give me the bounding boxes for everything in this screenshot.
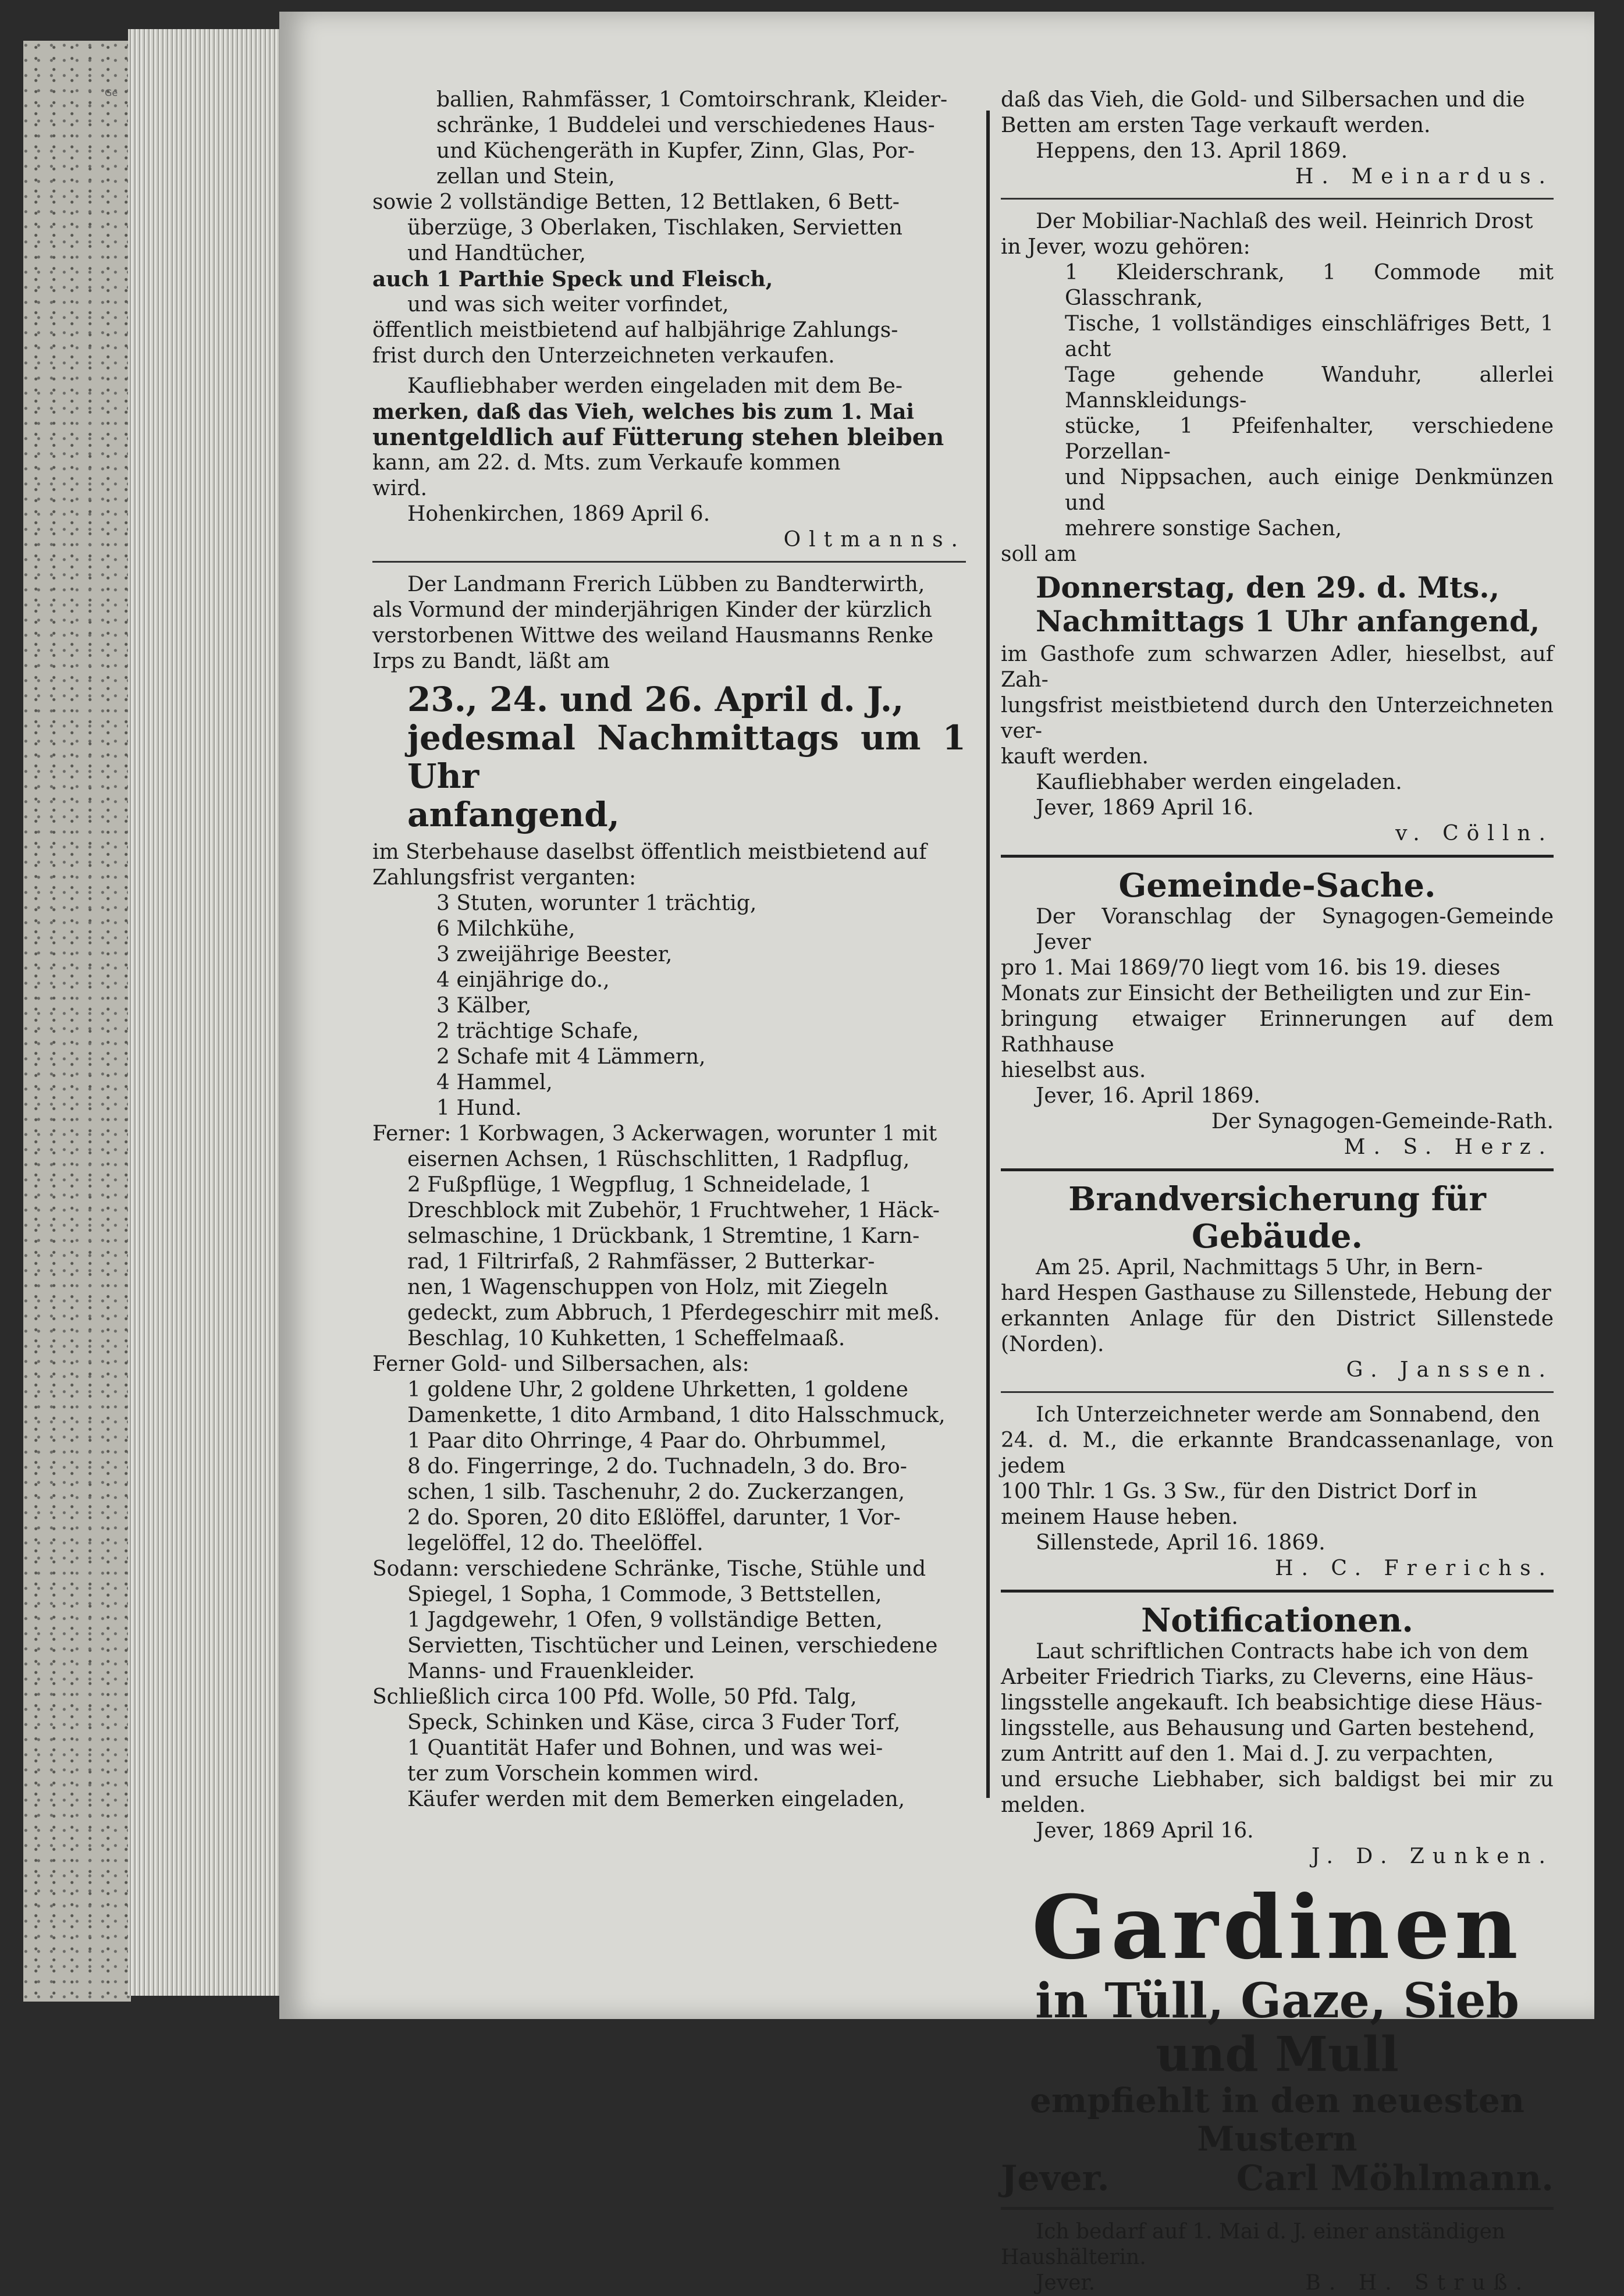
text-line: 1 Quantität Hafer und Bohnen, und was wei- [407,1736,883,1760]
intro-block [372,572,966,674]
text-line: kann, am 22. d. Mts. zum Verkaufe kommen [372,451,841,475]
text-line: und Nippsachen, auch einige Denkmünzen und [1065,465,1554,515]
text-line: stücke, 1 Pfeifenhalter, verschiedene Porzellan- [1065,414,1554,464]
text-line: und ersuche Liebhaber, sich baldigst bei mir zu melden. [1001,1768,1554,1817]
list-item: 6 Milchkühe, [436,917,575,941]
text-line: 2 do. Sporen, 20 dito Eßlöffel, darunter, 1 Vor- [407,1506,901,1530]
place-date: Jever. [1036,2271,1096,2295]
text-line: als Vormund der minderjährigen Kinder der kürzlich [372,598,932,622]
items-block-1 [372,87,966,190]
text-line: Manns- und Frauenkleider. [407,1659,695,1683]
text-line: lingsstelle, aus Behausung und Garten bestehend, [1001,1716,1536,1740]
text-line: Der Landmann Frerich Lübben zu Bandterwirth, [407,573,925,596]
place-date: Hohenkirchen, 1869 April 6. [407,502,710,526]
text-line: Monats zur Einsicht der Betheiligten und zur Ein- [1001,982,1531,1005]
text-line: Haushälterin. [1001,2245,1146,2269]
text-line: Kaufliebhaber werden eingeladen mit dem Be- [407,374,903,398]
text-line: Servietten, Tischtücher und Leinen, verschiedene [407,1634,938,1658]
text-line: 1 Kleiderschrank, 1 Commode mit Glasschrank, [1065,261,1554,310]
schluss-block [372,1684,966,1812]
place-date: Jever, 16. April 1869. [1036,1084,1260,1108]
list-item: 1 Hund. [436,1096,522,1120]
advert-footer [1001,2158,1554,2199]
text-line: im Gasthofe zum schwarzen Adler, hieselbst, auf Zah- [1001,642,1554,692]
items-block-2 [372,190,966,266]
text-line: Ich bedarf auf 1. Mai d. J. einer anständigen [1036,2220,1506,2244]
text-line: Laut schriftlichen Contracts habe ich von dem [1036,1640,1529,1664]
text-line: und Küchengeräth in Kupfer, Zinn, Glas, Por- [436,139,915,163]
text-line: sowie 2 vollständige Betten, 12 Bettlaken, 6 Bett- [372,190,900,214]
text-line: Ich Unterzeichneter werde am Sonnabend, den [1036,1403,1540,1427]
text-line: überzüge, 3 Oberlaken, Tischlaken, Servietten [407,216,902,240]
section-heading-gemeinde: Gemeinde-Sache. [1118,866,1436,905]
signature: Der Synagogen-Gemeinde-Rath. [1211,1110,1554,1133]
text-line: zellan und Stein, [436,165,615,189]
text-line: im Sterbehause daselbst öffentlich meistbietend auf [372,840,927,864]
text-line: hard Hespen Gasthause zu Sillenstede, Hebung der [1001,1281,1551,1305]
text-line: hieselbst aus. [1001,1058,1146,1082]
animal-list [372,891,966,1121]
text-line: Käufer werden mit dem Bemerken eingeladen, [407,1787,905,1811]
text-line: 1 goldene Uhr, 2 goldene Uhrketten, 1 goldene [407,1378,908,1402]
ferner-block-1 [372,1121,966,1352]
list-item: 3 zweijährige Beester, [436,943,673,966]
advert-title: Gardinen [1032,1876,1523,1979]
column-divider [986,111,990,1798]
text-line: und Handtücher, [407,241,586,265]
ferner-block-2 [372,1352,966,1556]
text-line: 100 Thlr. 1 Gs. 3 Sw., für den District Dorf in [1001,1480,1477,1504]
text-line: erkannten Anlage für den District Sillenstede (Norden). [1001,1307,1554,1356]
text-line: Tage gehende Wanduhr, allerlei Mannskleidungs- [1065,363,1554,413]
text-line: legelöffel, 12 do. Theelöffel. [407,1531,703,1555]
section-rule [372,561,966,563]
right-column [1001,87,1554,2296]
text-line: meinem Hause heben. [1001,1505,1238,1529]
text-line: Kaufliebhaber werden eingeladen. [1036,770,1402,794]
text-line: soll am [1001,542,1077,566]
signature: v. Cölln. [1395,822,1554,845]
signature: B. H. Struß. [1305,2271,1530,2295]
signature: G. Janssen. [1346,1358,1554,1382]
text-line: lingsstelle angekauft. Ich beabsichtige diese Häus- [1001,1691,1543,1715]
text-line: merken, daß das Vieh, welches bis zum 1. Mai [372,400,915,424]
place-date: Sillenstede, April 16. 1869. [1036,1531,1326,1555]
advert-subtitle: in Tüll, Gaze, Sieb und Mull [1035,1973,1519,2082]
text-line: Dreschblock mit Zubehör, 1 Fruchtweher, 1 Häck- [407,1199,940,1222]
list-item: 4 Hammel, [436,1071,553,1094]
signature: Oltmanns. [783,528,966,552]
text-line: öffentlich meistbietend auf halbjährige Zahlungs- [372,318,898,342]
text-line: 1 Paar dito Ohrringe, 4 Paar do. Ohrbummel, [407,1429,887,1453]
items-block-3 [372,266,966,369]
place-date: Jever, 1869 April 16. [1036,796,1254,820]
text-line: Am 25. April, Nachmittags 5 Uhr, in Bern- [1036,1256,1483,1279]
heading-line: 23., 24. und 26. April d. J., [407,680,904,719]
heading-line: Donnerstag, den 29. d. Mts., [1036,570,1500,605]
section-rule [1001,855,1554,858]
text-line: ballien, Rahmfässer, 1 Comtoirschrank, Kleider- [436,88,948,112]
section-rule [1001,1168,1554,1171]
text-line: lungsfrist meistbietend durch den Unterzeichneten ver- [1001,694,1554,743]
text-line: mehrere sonstige Sachen, [1065,517,1342,541]
text-line: 24. d. M., die erkannte Brandcassenanlage, von jedem [1001,1428,1554,1478]
list-item: 4 einjährige do., [436,968,610,992]
advert-line: empfiehlt in den neuesten Mustern [1030,2081,1525,2159]
text-line: Schließlich circa 100 Pfd. Wolle, 50 Pfd. Talg, [372,1685,857,1709]
text-line: Spiegel, 1 Sopha, 1 Commode, 3 Bettstellen, [407,1583,882,1607]
text-line: 8 do. Fingerringe, 2 do. Tuchnadeln, 3 do. Bro- [407,1455,907,1478]
text-line: schränke, 1 Buddelei und verschiedenes Haus- [436,113,935,137]
text-line: schen, 1 silb. Taschenuhr, 2 do. Zuckerzangen, [407,1480,905,1504]
text-line: in Jever, wozu gehören: [1001,235,1250,259]
page-edges [128,29,285,1996]
text-line: und was sich weiter vorfindet, [407,293,729,317]
text-line: 1 Jagdgewehr, 1 Ofen, 9 vollständige Betten, [407,1608,883,1632]
text-line: 2 Fußpflüge, 1 Wegpflug, 1 Schneidelade, 1 [407,1173,872,1197]
text-line: eisernen Achsen, 1 Rüschschlitten, 1 Radpflug, [407,1147,910,1171]
section-heading-brand: Brandversicherung für Gebäude. [1068,1180,1486,1256]
list-item: 2 trächtige Schafe, [436,1019,639,1043]
newspaper-page [279,12,1594,2295]
text-line: Beschlag, 10 Kuhketten, 1 Scheffelmaaß. [407,1327,845,1350]
kauf-block [372,374,966,502]
signature: H. C. Frerichs. [1275,1556,1554,1580]
text-line: Der Voranschlag der Synagogen-Gemeinde Jever [1036,905,1554,954]
list-item: 2 Schafe mit 4 Lämmern, [436,1045,706,1069]
advert-place: Jever. [1001,2158,1110,2199]
text-line: Damenkette, 1 dito Armband, 1 dito Halsschmuck, [407,1403,946,1427]
mobiliar-list [1001,260,1554,542]
section-rule [1001,2207,1554,2210]
list-item: 3 Stuten, worunter 1 trächtig, [436,891,757,915]
heading-line: jedesmal Nachmittags um 1 Uhr [407,718,966,796]
signature: J. D. Zunken. [1311,1844,1554,1868]
sodann-block [372,1556,966,1684]
text-line: bringung etwaiger Erinnerungen auf dem Rathhause [1001,1007,1554,1057]
text-line: kauft werden. [1001,745,1149,769]
signature: H. Meinardus. [1295,165,1554,189]
binding-tab-label: Ge [105,87,118,98]
text-line: auch 1 Parthie Speck und Fleisch, [372,267,773,292]
text-line: daß das Vieh, die Gold- und Silbersachen und die [1001,88,1525,112]
text-line: verstorbenen Wittwe des weiland Hausmanns Renke [372,624,934,648]
text-line: Irps zu Bandt, läßt am [372,649,610,673]
text-line: ter zum Vorschein kommen wird. [407,1762,759,1786]
left-column [372,87,966,1812]
last-footer [1001,2270,1554,2296]
mobiliar-date-heading [1001,571,1554,638]
text-line: Arbeiter Friedrich Tiarks, zu Cleverns, eine Häus- [1001,1665,1534,1689]
text-line: Tische, 1 vollständiges einschläfriges Bett, 1 acht [1065,312,1554,361]
text-line: Der Mobiliar-Nachlaß des weil. Heinrich Drost [1036,209,1533,233]
gardinen-advert [1001,1876,1554,2199]
text-line: unentgeldlich auf Fütterung stehen bleiben [372,424,944,451]
text-line: Betten am ersten Tage verkauft werden. [1001,113,1431,137]
list-item: 3 Kälber, [436,994,532,1018]
text-line: gedeckt, zum Abbruch, 1 Pferdegeschirr mit meß. [407,1301,940,1325]
section-rule [1001,198,1554,200]
text-line: Sodann: verschiedene Schränke, Tische, Stühle und [372,1557,926,1581]
text-line: Speck, Schinken und Käse, circa 3 Fuder Torf, [407,1711,901,1735]
text-line: nen, 1 Wagenschuppen von Holz, mit Ziegeln [407,1275,889,1299]
book-binding [23,41,131,2002]
text-line: Zahlungsfrist verganten: [372,866,637,890]
place-date: Heppens, den 13. April 1869. [1036,139,1348,163]
place-date: Jever, 1869 April 16. [1036,1819,1254,1843]
text-line: pro 1. Mai 1869/70 liegt vom 16. bis 19. dieses [1001,956,1501,980]
advert-merchant: Carl Möhlmann. [1236,2158,1554,2199]
text-line: Ferner: 1 Korbwagen, 3 Ackerwagen, worunter 1 mit [372,1122,937,1146]
heading-line: Nachmittags 1 Uhr anfangend, [1036,604,1540,638]
text-line: frist durch den Unterzeichneten verkaufen. [372,344,835,368]
text-line: selmaschine, 1 Drückbank, 1 Stremtine, 1 Karn- [407,1224,920,1248]
section-heading-notificationen: Notificationen. [1141,1601,1413,1640]
text-line: rad, 1 Filtrirfaß, 2 Rahmfässer, 2 Butterkar- [407,1250,875,1274]
text-line: wird. [372,477,428,500]
text-line: zum Antritt auf den 1. Mai d. J. zu verpachten, [1001,1742,1494,1766]
text-line: Ferner Gold- und Silbersachen, als: [372,1352,749,1376]
auction-date-heading [372,680,966,834]
section-rule [1001,1391,1554,1393]
heading-line: anfangend, [407,795,620,834]
section-rule [1001,1590,1554,1593]
signature: M. S. Herz. [1344,1135,1554,1159]
